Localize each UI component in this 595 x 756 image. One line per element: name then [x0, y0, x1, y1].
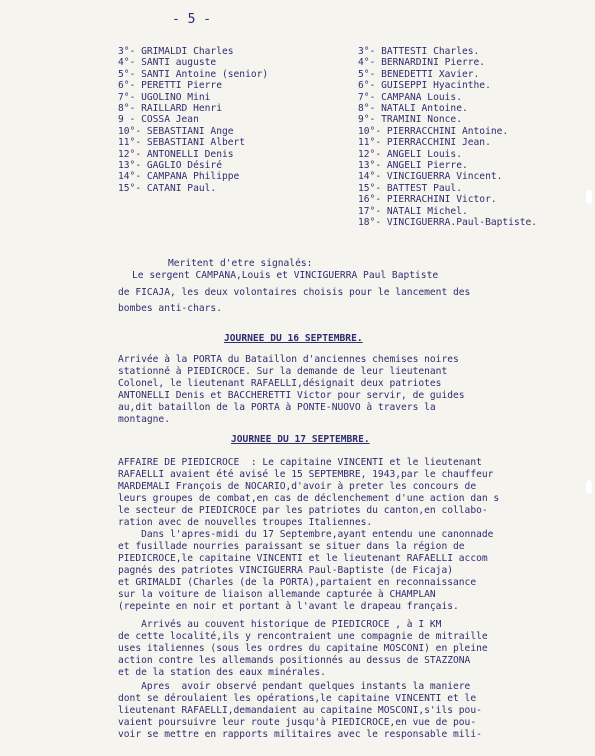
list-item: 13°- ANGELI Pierre. [358, 160, 468, 172]
paragraph-line: Arrivée à la PORTA du Bataillon d'anciennes chemises noires [118, 354, 459, 365]
paragraph-line: RAFAELLI avaient été avisé le 15 SEPTEMBRE, 1943,par le chauffeur [118, 469, 494, 480]
list-item: 12°- ANTONELLI Denis [118, 148, 234, 160]
paragraph-line: de cette localité,ils y rencontraient une compagnie de mitraille [118, 631, 488, 642]
paragraph-line: le secteur de PIEDICROCE par les patriotes du canton,en collabo- [118, 505, 488, 516]
list-item: 15°- CATANI Paul. [118, 182, 217, 194]
paragraph-line: lieutenant RAFAELLI,demandaient au capitaine MOSCONI,s'ils pou- [118, 705, 482, 716]
list-item: 6°- PERETTI Pierre [118, 80, 222, 92]
meritent-line: de FICAJA, les deux volontaires choisis pour le lancement des [118, 287, 471, 298]
paragraph-line: Dans l'apres-midi du 17 Septembre,ayant entendu une canonnade [118, 529, 494, 540]
paragraph-line: leurs groupes de combat,en cas de déclenchement d'une action dan s [118, 493, 500, 504]
paragraph-line: ration avec de nouvelles troupes Italiennes. [118, 517, 373, 528]
paragraph-line: Arrivés au couvent historique de PIEDICROCE , à I KM [118, 619, 442, 630]
list-item: 8°- RAILLARD Henri [118, 103, 222, 115]
meritent-line: Le sergent CAMPANA,Louis et VINCIGUERRA Paul Baptiste [132, 270, 439, 281]
list-item: 15°- BATTEST Paul. [358, 182, 462, 194]
paragraph-line: action contre les allemands positionnés au dessus de STAZZONA [118, 655, 471, 666]
list-item: 4°- BERNARDINI Pierre. [358, 57, 486, 69]
paragraph-line: (repeinte en noir et portant à l'avant le drapeau français. [118, 601, 459, 612]
paragraph-line: dont se déroulaient les opérations,le capitaine VINCENTI et le [118, 693, 477, 704]
list-item: 11°- SEBASTIANI Albert [118, 137, 246, 149]
paragraph-line: pagnés des patriotes VINCIGUERRA Paul-Baptiste (de Ficaja) [118, 565, 454, 576]
meritent-title: Meritent d'etre signalés: [168, 258, 313, 269]
list-item: 9°- TRAMINI Nonce. [358, 114, 462, 126]
page-number: - 5 - [172, 12, 212, 27]
paragraph-line: ANTONELLI Denis et BACCHERETTI Victor pour servir, de guides [118, 390, 465, 401]
punch-hole [586, 480, 592, 494]
paragraph-line: et GRIMALDI (Charles (de la PORTA),partaient en reconnaissance [118, 577, 477, 588]
volunteer-list-right [358, 46, 537, 229]
list-item: 5°- BENEDETTI Xavier. [358, 68, 480, 80]
list-item: 10°- SEBASTIANI Ange [118, 125, 234, 137]
section-heading-16-septembre: JOURNEE DU 16 SEPTEMBRE. [224, 333, 363, 344]
list-item: 9 - COSSA Jean [118, 114, 199, 126]
paragraph-line: uses italiennes (sous les ordres du capitaine MOSCONI) en pleine [118, 643, 488, 654]
paragraph-line: et fusillade nourries paraissant se situer dans la région de [118, 541, 465, 552]
paragraph-line: au,dit bataillon de la PORTA à PONTE-NUOVO à travers la [118, 402, 436, 413]
paragraph-line: Colonel, le lieutenant RAFAELLI,désignait deux patriotes [118, 378, 442, 389]
list-item: 16°- PIERRACHINI Victor. [358, 194, 497, 206]
list-item: 7°- UGOLINO Mini [118, 91, 211, 103]
punch-hole [586, 190, 592, 204]
paragraph-line: Apres avoir observé pendant quelques instants la maniere [118, 681, 471, 692]
paragraph-line: voir se mettre en rapports militaires avec le responsable mili- [118, 729, 482, 740]
list-item: 13°- GAGLIO Désiré [118, 160, 222, 172]
volunteer-list-left [118, 46, 268, 194]
paragraph-line: PIEDICROCE,le capitaine VINCENTI et le lieutenant RAFAELLI accom [118, 553, 488, 564]
list-item: 11°- PIERRACCHINI Jean. [358, 137, 491, 149]
list-item: 8°- NATALI Antoine. [358, 103, 468, 115]
list-item: 10°- PIERRACCHINI Antoine. [358, 125, 509, 137]
list-item: 5°- SANTI Antoine (senior) [118, 68, 269, 80]
list-item: 7°- CAMPANA Louis. [358, 91, 462, 103]
paragraph-line: MARDEMALI François de NOCARIO,d'avoir à preter les concours de [118, 481, 477, 492]
list-item: 6°- GUISEPPI Hyacinthe. [358, 80, 491, 92]
list-item: 18°- VINCIGUERRA.Paul-Baptiste. [358, 217, 538, 229]
list-item: 17°- NATALI Michel. [358, 205, 468, 217]
paragraph-line: sur la voiture de liaison allemande capturée à CHAMPLAN [118, 589, 436, 600]
list-item: 4°- SANTI auguste [118, 57, 217, 69]
list-item: 14°- VINCIGUERRA Vincent. [358, 171, 503, 183]
paragraph-line: AFFAIRE DE PIEDICROCE : Le capitaine VINCENTI et le lieutenant [118, 457, 482, 468]
paragraph-line: stationné à PIEDICROCE. Sur la demande de leur lieutenant [118, 366, 448, 377]
section-heading-17-septembre: JOURNEE DU 17 SEPTEMBRE. [231, 434, 370, 445]
paragraph-line: montagne. [118, 414, 170, 425]
paragraph-line: vaient poursuivre leur route jusqu'à PIEDICROCE,en vue de pou- [118, 717, 477, 728]
paragraph-line: et de la station des eaux minérales. [118, 667, 326, 678]
list-item: 3°- GRIMALDI Charles [118, 46, 234, 57]
list-item: 3°- BATTESTI Charles. [358, 46, 480, 57]
list-item: 12°- ANGELI Louis. [358, 148, 462, 160]
list-item: 14°- CAMPANA Philippe [118, 171, 240, 183]
meritent-line: bombes anti-chars. [118, 303, 222, 314]
